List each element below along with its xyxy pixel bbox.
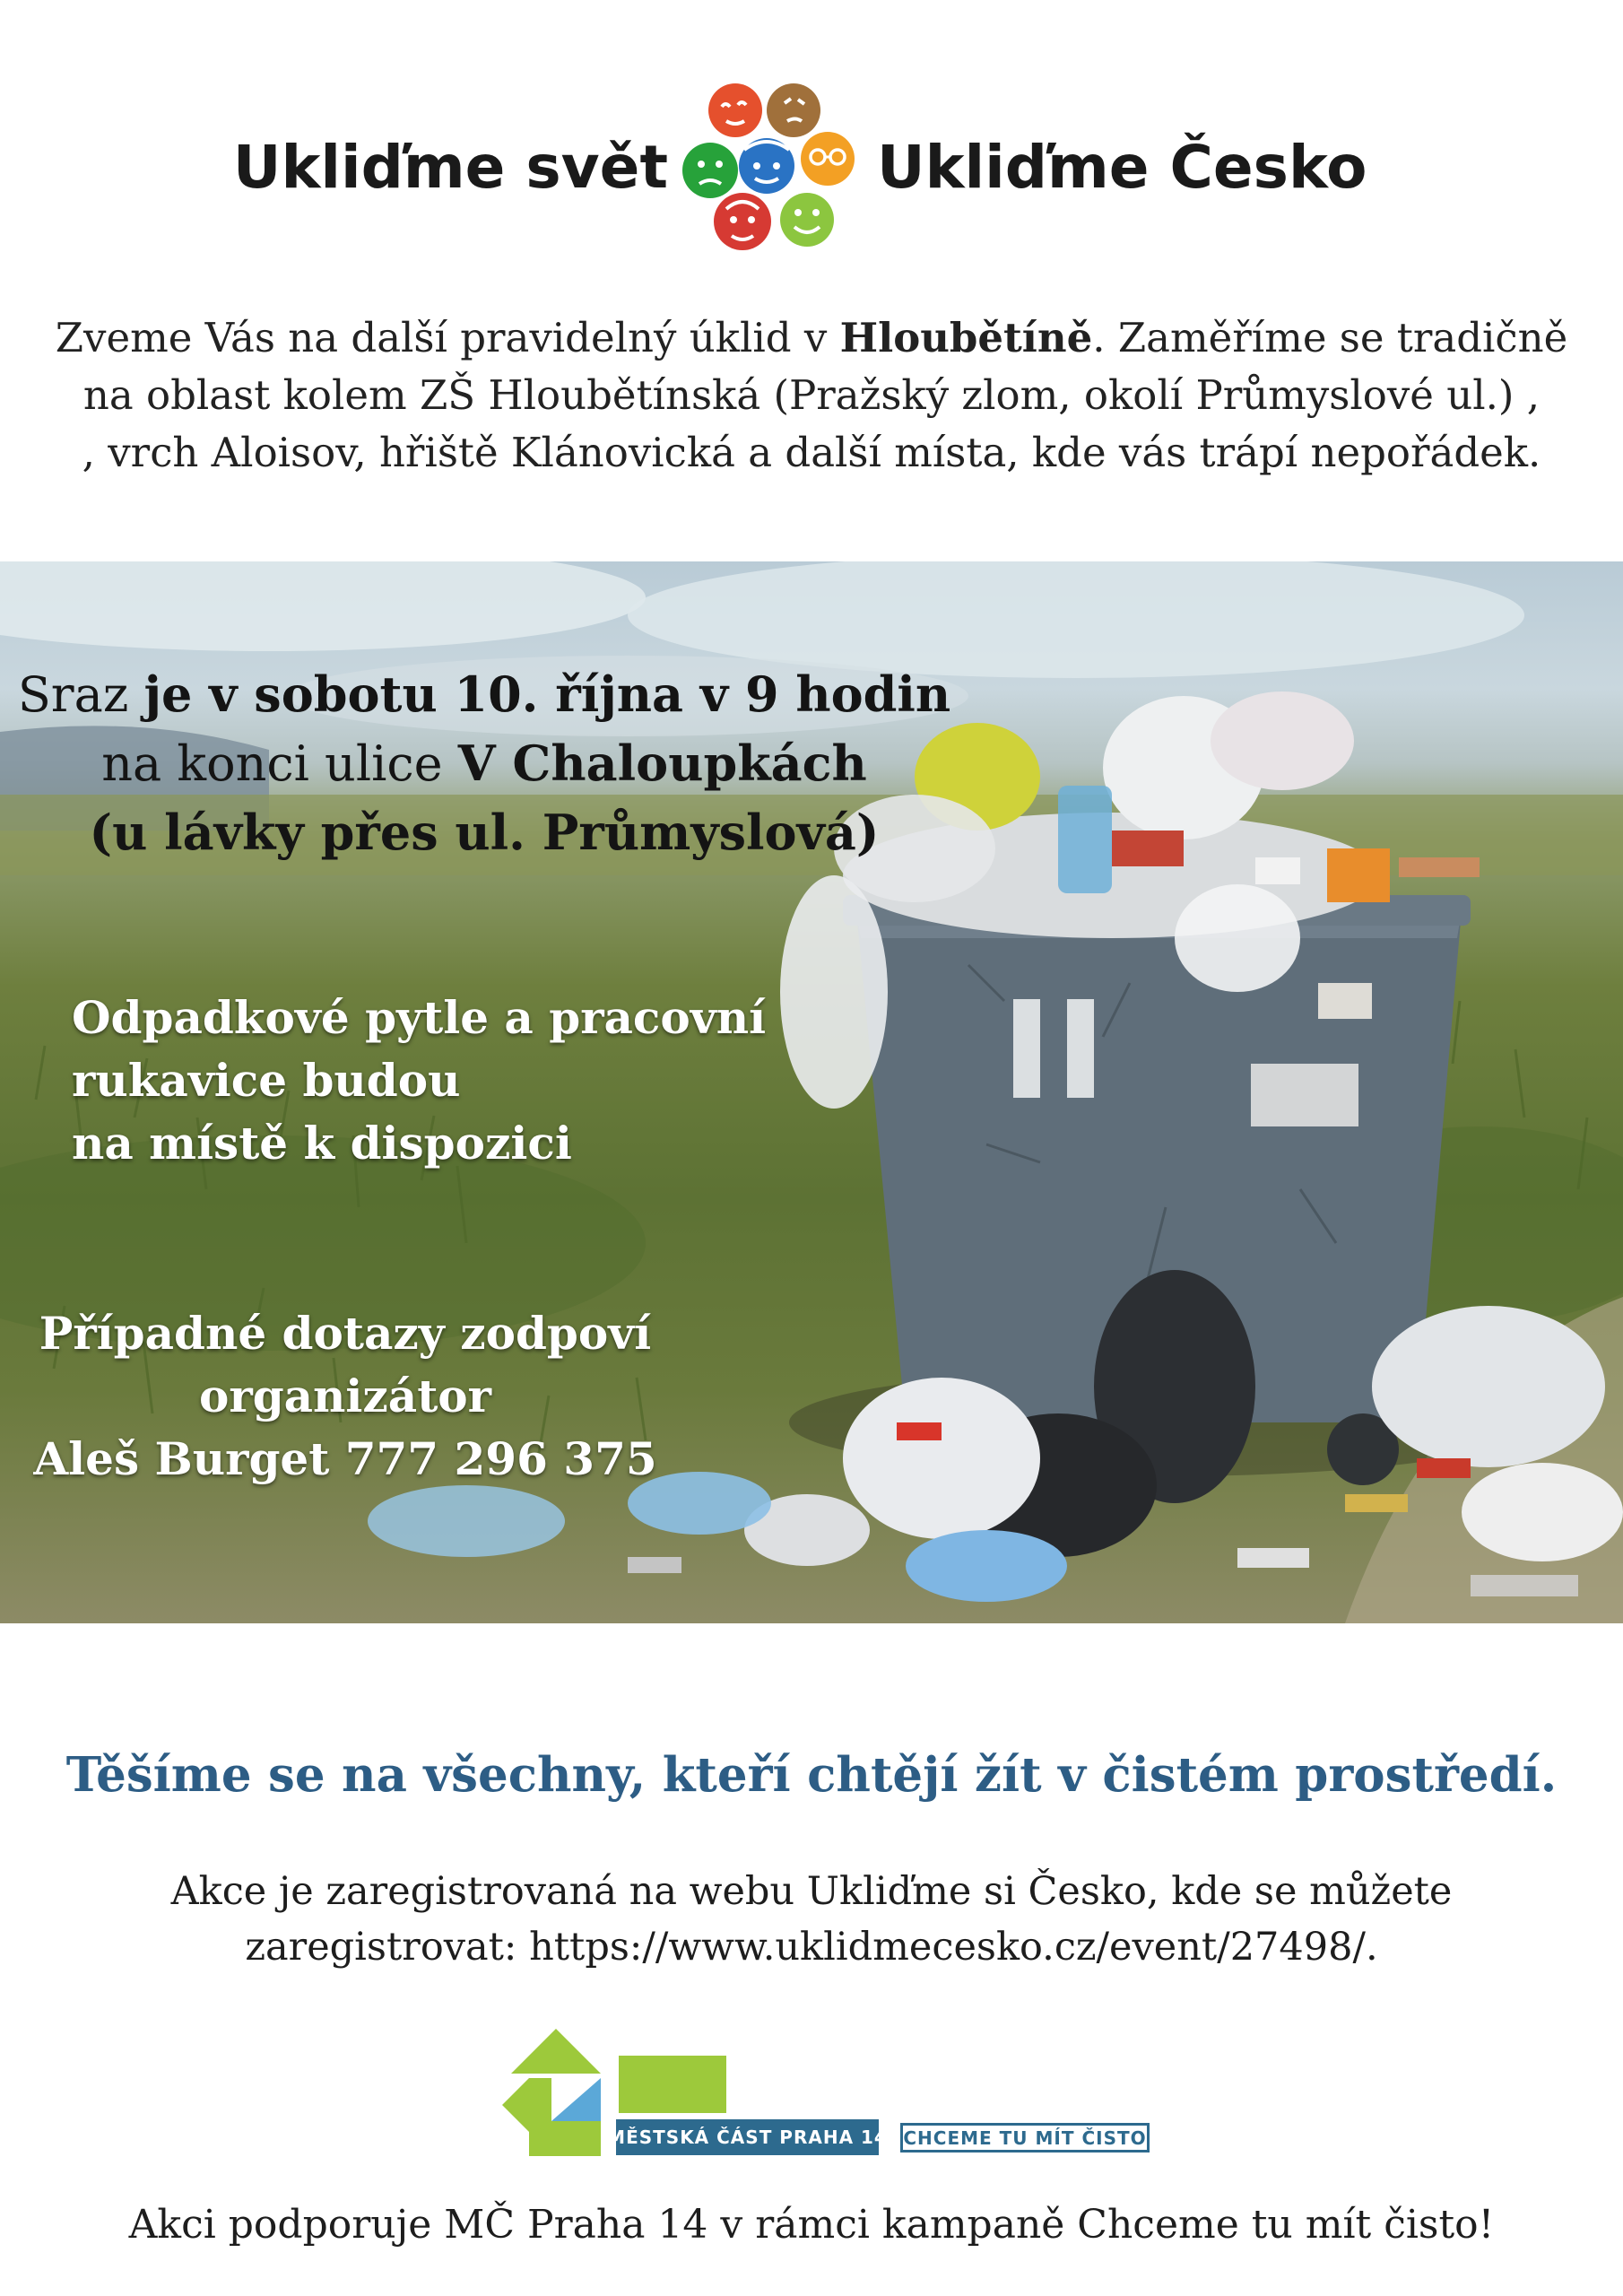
title-uklidme-svet: Ukliďme svět (232, 133, 668, 202)
logo-face-orange (801, 132, 855, 186)
supplies-line-1: Odpadkové pytle a pracovní (72, 991, 767, 1044)
meeting-date-line (0, 660, 968, 729)
intro-line-1 (0, 309, 1623, 367)
meeting-text: na konci ulice (101, 735, 458, 792)
logo-face-green (682, 143, 738, 198)
overflowing-trash-bin-photo (0, 561, 1623, 1623)
title-uklidme-cesko: Ukliďme Česko (877, 133, 1367, 202)
logo-face-orange-red (708, 83, 762, 137)
district-label: MĚSTSKÁ ČÁST PRAHA 14 (616, 2119, 879, 2155)
praha14-green-square (619, 2056, 726, 2113)
intro-line-3: , vrch Aloisov, hřiště Klánovická a další místa, kde vás trápí nepořádek. (82, 429, 1541, 476)
meeting-info (0, 660, 968, 866)
supplies-info (72, 987, 766, 1175)
praha14-logo (502, 2029, 1166, 2163)
meeting-date: je v sobotu 10. října v 9 hodin (143, 665, 951, 723)
uklidme-faces-logo (681, 76, 870, 256)
footer-support-note: Akci podporuje MČ Praha 14 v rámci kampaně Chceme tu mít čisto! (128, 2202, 1495, 2248)
intro-location-bold: Hloubětíně (839, 314, 1093, 361)
contact-line-2: organizátor (199, 1370, 491, 1422)
registration-line-2: zaregistrovat: https://www.uklidmecesko.cz/event/27498/. (245, 1925, 1378, 1970)
campaign-label: CHCEME TU MÍT ČISTO (900, 2123, 1150, 2152)
supplies-line-2: rukavice budou (72, 1054, 461, 1107)
meeting-street: V Chaloupkách (457, 735, 867, 792)
contact-line-3: Aleš Burget 777 296 375 (33, 1432, 657, 1485)
organizer-contact (0, 1302, 690, 1491)
meeting-text: Sraz (17, 666, 144, 723)
slogan: Těšíme se na všechny, kteří chtějí žít v čistém prostředí. (65, 1747, 1558, 1803)
praha14-emblem-icon (502, 2029, 619, 2163)
contact-line-1: Případné dotazy zodpoví (39, 1307, 652, 1360)
logo-face-light-green (780, 193, 834, 247)
registration-info (0, 1864, 1623, 1975)
meeting-place-line (0, 729, 968, 798)
logo-face-brown (767, 83, 820, 137)
intro-line-2: na oblast kolem ZŠ Hloubětínská (Pražský zlom, okolí Průmyslové ul.) , (82, 371, 1541, 419)
intro-text: Zveme Vás na další pravidelný úklid v (55, 314, 840, 361)
supplies-line-3: na místě k dispozici (72, 1117, 572, 1170)
meeting-landmark-line: (u lávky přes ul. Průmyslová) (89, 804, 880, 861)
intro-text: . Zaměříme se tradičně (1092, 314, 1568, 361)
registration-line-1: Akce je zaregistrovaná na webu Ukliďme si Česko, kde se můžete (170, 1869, 1453, 1914)
intro-paragraph (0, 309, 1623, 482)
